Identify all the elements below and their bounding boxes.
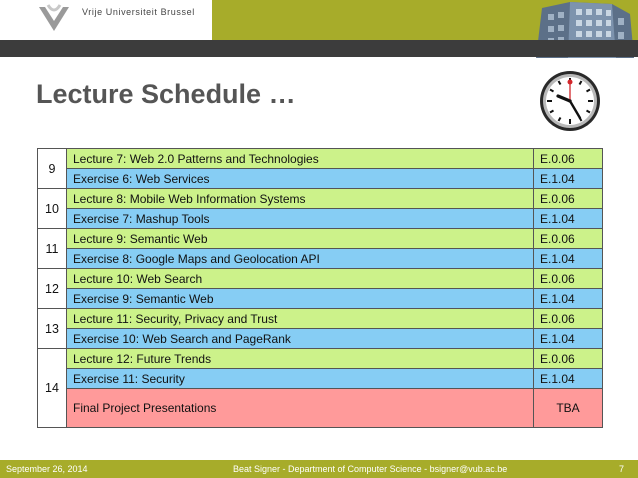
- week-number: 12: [38, 269, 67, 309]
- footer-author: Beat Signer - Department of Computer Science - bsigner@vub.ac.be: [233, 464, 508, 474]
- page-number: 7: [618, 464, 624, 474]
- room-cell: E.0.06: [534, 309, 603, 329]
- final-presentation-cell: Final Project Presentations: [67, 389, 534, 428]
- room-cell: E.1.04: [534, 209, 603, 229]
- room-cell: E.0.06: [534, 229, 603, 249]
- header: [0, 0, 638, 40]
- table-row: [38, 189, 603, 209]
- exercise-cell: Exercise 10: Web Search and PageRank: [67, 329, 534, 349]
- table-row: [38, 209, 603, 229]
- table-row: [38, 169, 603, 189]
- table-row: [38, 329, 603, 349]
- room-cell: E.1.04: [534, 329, 603, 349]
- room-cell: E.0.06: [534, 189, 603, 209]
- table-row: [38, 269, 603, 289]
- week-number: 9: [38, 149, 67, 189]
- exercise-cell: Exercise 11: Security: [67, 369, 534, 389]
- lecture-cell: Lecture 9: Semantic Web: [67, 229, 534, 249]
- room-cell: TBA: [534, 389, 603, 428]
- table-row: [38, 249, 603, 269]
- lecture-cell: Lecture 7: Web 2.0 Patterns and Technologies: [67, 149, 534, 169]
- slide-title: Lecture Schedule …: [36, 79, 296, 109]
- lecture-cell: Lecture 12: Future Trends: [67, 349, 534, 369]
- footer: [0, 460, 638, 478]
- vub-logo-icon: [36, 2, 72, 34]
- table-row: [38, 149, 603, 169]
- room-cell: E.0.06: [534, 269, 603, 289]
- week-number: 14: [38, 349, 67, 428]
- room-cell: E.1.04: [534, 249, 603, 269]
- week-number: 11: [38, 229, 67, 269]
- week-number: 13: [38, 309, 67, 349]
- university-name: Vrije Universiteit Brussel: [82, 7, 195, 17]
- table-row: [38, 229, 603, 249]
- table-row: [38, 309, 603, 329]
- exercise-cell: Exercise 9: Semantic Web: [67, 289, 534, 309]
- week-number: 10: [38, 189, 67, 229]
- table-row: [38, 349, 603, 369]
- footer-date: September 26, 2014: [6, 464, 88, 474]
- lecture-cell: Lecture 11: Security, Privacy and Trust: [67, 309, 534, 329]
- room-cell: E.1.04: [534, 169, 603, 189]
- room-cell: E.1.04: [534, 289, 603, 309]
- header-dark-bar: [0, 40, 638, 57]
- clock-icon: [539, 70, 601, 132]
- lecture-cell: Lecture 8: Mobile Web Information Systems: [67, 189, 534, 209]
- exercise-cell: Exercise 8: Google Maps and Geolocation API: [67, 249, 534, 269]
- table-row: [38, 389, 603, 428]
- room-cell: E.1.04: [534, 369, 603, 389]
- exercise-cell: Exercise 7: Mashup Tools: [67, 209, 534, 229]
- room-cell: E.0.06: [534, 149, 603, 169]
- table-row: [38, 289, 603, 309]
- schedule-table: [37, 148, 603, 428]
- lecture-cell: Lecture 10: Web Search: [67, 269, 534, 289]
- room-cell: E.0.06: [534, 349, 603, 369]
- table-row: [38, 369, 603, 389]
- exercise-cell: Exercise 6: Web Services: [67, 169, 534, 189]
